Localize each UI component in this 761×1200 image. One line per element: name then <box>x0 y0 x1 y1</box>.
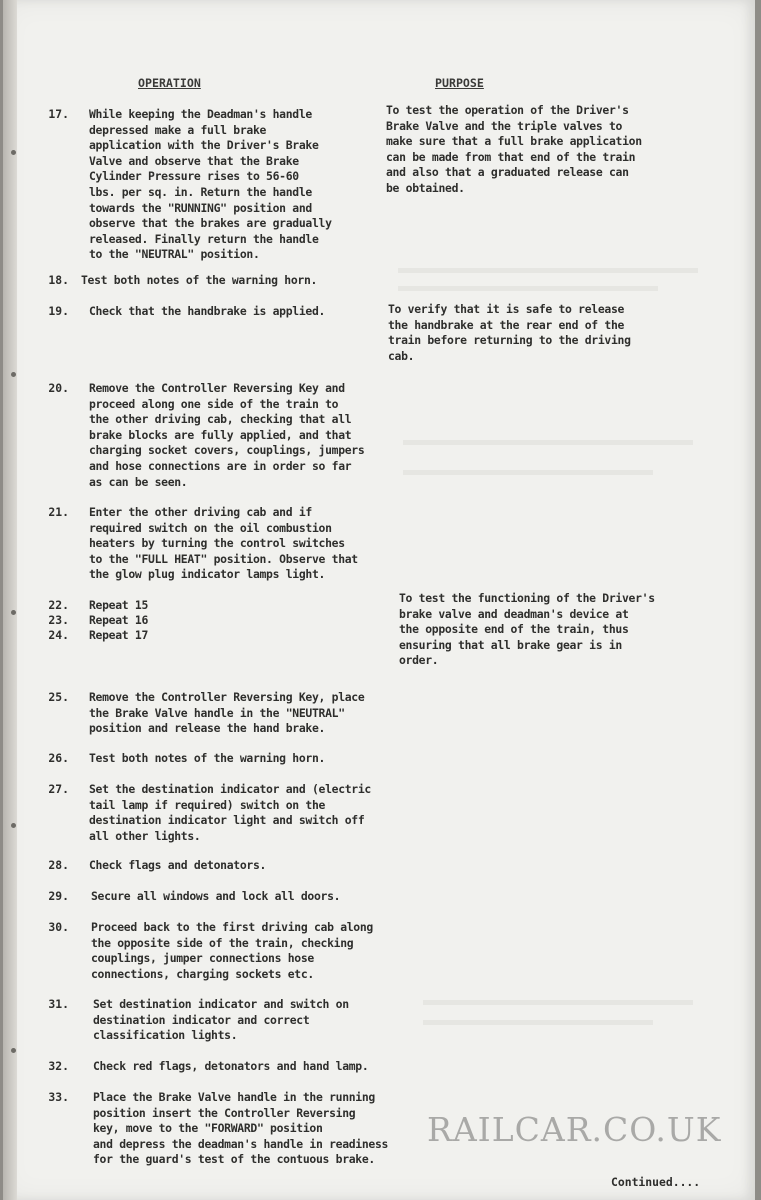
punch-hole <box>11 610 16 615</box>
operation-text: Test both notes of the warning horn. <box>81 273 318 287</box>
show-through <box>398 268 698 273</box>
operation-text: Repeat 17 <box>89 628 149 642</box>
purpose-text: To test the functioning of the Driver's brake valve and deadman's device at the opposite end of the train, thus ensuring that all brake gear is in order. <box>399 591 655 668</box>
item-number: 33. <box>48 1090 69 1104</box>
operation-text: Secure all windows and lock all doors. <box>91 889 341 903</box>
item-number: 23. <box>48 613 69 627</box>
operation-text: Check flags and detonators. <box>89 858 267 872</box>
item-number: 22. <box>48 598 69 612</box>
operation-text: Check that the handbrake is applied. <box>89 304 326 318</box>
show-through <box>403 470 653 475</box>
operation-text: While keeping the Deadman's handle depressed make a full brake application with the Driver's Brake Valve and observe that the Brake Cylinder Pressure rises to 56-60 lbs. per sq. in. Return the handle towards the "RUNNING" position and observe that the brakes are gradually released. Finally return the handle to the "NEUTRAL" position. <box>89 107 332 262</box>
show-through <box>398 286 658 291</box>
operation-text: Repeat 16 <box>89 613 149 627</box>
item-number: 28. <box>48 858 69 872</box>
show-through <box>423 1020 653 1025</box>
operation-text: Proceed back to the first driving cab along the opposite side of the train, checking couplings, jumper connections hose connections, charging sockets etc. <box>91 920 373 981</box>
punch-hole <box>11 823 16 828</box>
item-number: 20. <box>48 381 69 395</box>
continued-note: Continued.... <box>611 1175 701 1189</box>
punch-hole <box>11 150 16 155</box>
item-number: 19. <box>48 304 69 318</box>
item-number: 26. <box>48 751 69 765</box>
operation-text: Check red flags, detonators and hand lamp. <box>93 1059 369 1073</box>
operation-text: Place the Brake Valve handle in the running position insert the Controller Reversing key, move to the "FORWARD" position and depress the deadman's handle in readiness for the guard's test of the contuous brake. <box>93 1090 389 1167</box>
item-number: 24. <box>48 628 69 642</box>
punch-hole <box>11 1048 16 1053</box>
purpose-text: To test the operation of the Driver's Brake Valve and the triple valves to make sure that a full brake application can be made from that end of the train and also that a graduated release can be obtained. <box>386 103 642 195</box>
document-page <box>3 0 755 1200</box>
operation-text: Enter the other driving cab and if required switch on the oil combustion heaters by turning the control switches to the "FULL HEAT" position. Observe that the glow plug indicator lamps light. <box>89 505 358 582</box>
operation-text: Remove the Controller Reversing Key, place the Brake Valve handle in the "NEUTRAL" position and release the hand brake. <box>89 690 365 736</box>
operation-text: Set the destination indicator and (electric tail lamp if required) switch on the destination indicator light and switch off all other lights. <box>89 782 371 843</box>
purpose-text: To verify that it is safe to release the handbrake at the rear end of the train before returning to the driving cab. <box>388 302 631 363</box>
show-through <box>403 440 693 445</box>
item-number: 21. <box>48 505 69 519</box>
show-through <box>423 1000 693 1005</box>
item-number: 18. <box>48 273 69 287</box>
binding-edge <box>3 0 17 1200</box>
item-number: 32. <box>48 1059 69 1073</box>
item-number: 17. <box>48 107 69 121</box>
operation-heading: OPERATION <box>138 76 201 90</box>
item-number: 27. <box>48 782 69 796</box>
operation-text: Repeat 15 <box>89 598 149 612</box>
punch-hole <box>11 372 16 377</box>
operation-text: Remove the Controller Reversing Key and proceed along one side of the train to the other driving cab, checking that all brake blocks are fully applied, and that charging socket covers, couplings, jumpers and hose connections are in order so far as can be seen. <box>89 381 365 489</box>
purpose-heading: PURPOSE <box>435 76 484 90</box>
operation-text: Set destination indicator and switch on destination indicator and correct classification lights. <box>93 997 349 1043</box>
item-number: 29. <box>48 889 69 903</box>
item-number: 31. <box>48 997 69 1011</box>
operation-text: Test both notes of the warning horn. <box>89 751 326 765</box>
watermark: RAILCAR.CO.UK <box>427 1110 722 1149</box>
item-number: 30. <box>48 920 69 934</box>
item-number: 25. <box>48 690 69 704</box>
